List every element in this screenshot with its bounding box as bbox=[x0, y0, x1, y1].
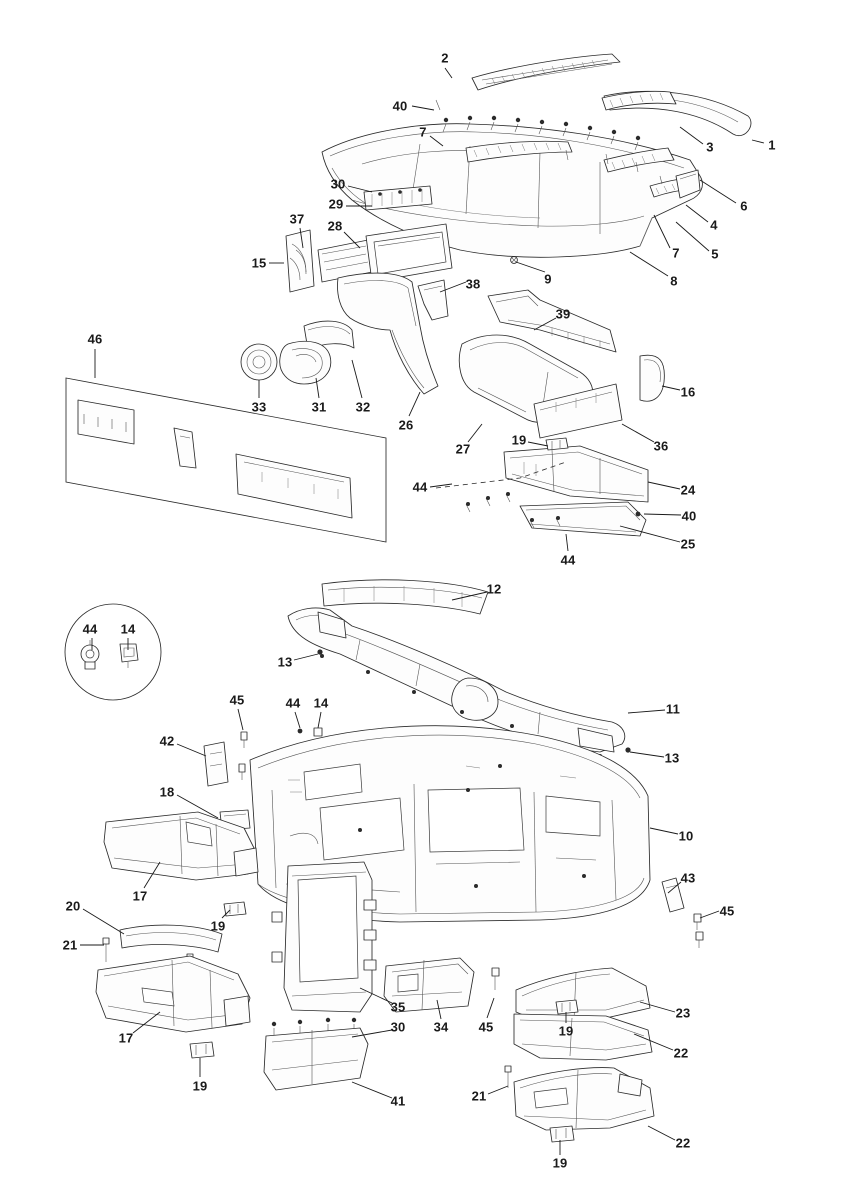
leader-line-26 bbox=[409, 392, 420, 416]
part-13-clip-a bbox=[317, 649, 322, 654]
callout-20: 20 bbox=[65, 898, 81, 914]
callout-42: 42 bbox=[159, 733, 175, 749]
callout-22: 22 bbox=[673, 1045, 689, 1061]
leader-line-36 bbox=[622, 424, 654, 442]
leader-line-14 bbox=[318, 712, 321, 728]
callout-19: 19 bbox=[192, 1078, 208, 1094]
detail-circle-44-14 bbox=[65, 604, 161, 700]
part-19-clip-right-b bbox=[550, 1126, 574, 1142]
leader-line-16 bbox=[662, 386, 680, 390]
callout-17: 17 bbox=[132, 888, 148, 904]
callout-33: 33 bbox=[251, 399, 267, 415]
callout-44: 44 bbox=[285, 695, 301, 711]
part-15-side-vent-bezel bbox=[286, 230, 314, 292]
part-12-heat-shield bbox=[322, 580, 488, 614]
callout-12: 12 bbox=[486, 581, 502, 597]
callout-14: 14 bbox=[313, 695, 329, 711]
leader-line-5 bbox=[676, 222, 709, 251]
leader-line-41 bbox=[352, 1082, 392, 1098]
callout-11: 11 bbox=[665, 701, 681, 717]
leader-line-20 bbox=[83, 909, 124, 934]
leader-line-45 bbox=[487, 998, 494, 1018]
fastener-45-left bbox=[239, 732, 247, 780]
leader-line-22 bbox=[648, 1126, 675, 1140]
callout-29: 29 bbox=[328, 196, 344, 212]
leader-line-45 bbox=[238, 709, 243, 730]
leader-line-1 bbox=[752, 140, 764, 143]
callout-19: 19 bbox=[210, 918, 226, 934]
part-22-knee-bolster-right-upper-body bbox=[514, 1014, 652, 1060]
leader-line-13 bbox=[294, 654, 318, 660]
callout-15: 15 bbox=[251, 255, 267, 271]
callout-31: 31 bbox=[311, 399, 327, 415]
leader-line-45 bbox=[700, 911, 719, 918]
leader-line-44 bbox=[566, 534, 568, 551]
part-42-bracket bbox=[204, 742, 228, 786]
callout-30: 30 bbox=[390, 1019, 406, 1035]
callout-24: 24 bbox=[680, 482, 696, 498]
callout-34: 34 bbox=[433, 1019, 449, 1035]
callout-38: 38 bbox=[465, 276, 481, 292]
callout-44: 44 bbox=[82, 621, 98, 637]
callout-1: 1 bbox=[768, 137, 776, 153]
callout-7: 7 bbox=[672, 245, 680, 261]
callout-19: 19 bbox=[511, 432, 527, 448]
callout-21: 21 bbox=[471, 1088, 487, 1104]
callout-19: 19 bbox=[558, 1023, 574, 1039]
part-16-side-cover bbox=[640, 355, 664, 401]
callout-45: 45 bbox=[229, 692, 245, 708]
callout-45: 45 bbox=[478, 1019, 494, 1035]
fastener-45-center bbox=[492, 968, 499, 990]
leader-line-21 bbox=[488, 1086, 508, 1094]
leader-line-24 bbox=[648, 482, 680, 489]
part-19-clip-left-a bbox=[224, 902, 246, 916]
group-46-panel-set bbox=[66, 378, 386, 542]
callout-14: 14 bbox=[120, 621, 136, 637]
part-17-knee-bolster-lower bbox=[96, 956, 250, 1032]
callout-4: 4 bbox=[710, 217, 718, 233]
part-2-upper-trim-strip bbox=[472, 54, 620, 90]
leader-line-40 bbox=[644, 514, 681, 515]
fastener-44-14-upper bbox=[298, 728, 322, 736]
callout-9: 9 bbox=[544, 271, 552, 287]
part-31-speaker-housing bbox=[280, 341, 331, 384]
callout-43: 43 bbox=[680, 870, 696, 886]
callout-44: 44 bbox=[412, 479, 428, 495]
part-33-speaker bbox=[241, 344, 277, 380]
callout-21: 21 bbox=[62, 937, 78, 953]
callout-13: 13 bbox=[664, 750, 680, 766]
callout-7: 7 bbox=[419, 124, 427, 140]
callout-46: 46 bbox=[87, 331, 103, 347]
leader-line-6 bbox=[700, 180, 736, 203]
part-20-reinforcement-bar bbox=[120, 925, 222, 952]
part-25-glovebox-door bbox=[520, 502, 646, 536]
leader-line-42 bbox=[177, 744, 206, 756]
leader-line-2 bbox=[445, 68, 452, 78]
callout-10: 10 bbox=[678, 828, 694, 844]
callout-45: 45 bbox=[719, 903, 735, 919]
callout-40: 40 bbox=[681, 508, 697, 524]
part-44-grommet bbox=[81, 640, 99, 669]
leader-line-7 bbox=[654, 215, 670, 248]
leader-line-44 bbox=[295, 712, 300, 728]
callout-3: 3 bbox=[706, 139, 714, 155]
callout-17: 17 bbox=[118, 1030, 134, 1046]
callout-8: 8 bbox=[670, 273, 678, 289]
part-13-clip-b bbox=[625, 747, 630, 752]
callout-41: 41 bbox=[390, 1093, 406, 1109]
callout-26: 26 bbox=[398, 417, 414, 433]
part-22-knee-bolster-right-lower bbox=[514, 1068, 654, 1130]
callout-37: 37 bbox=[289, 211, 305, 227]
callout-2: 2 bbox=[441, 50, 449, 66]
part-35-center-stack-bracket bbox=[272, 862, 376, 1012]
leader-line-32 bbox=[352, 360, 362, 398]
callout-16: 16 bbox=[680, 384, 696, 400]
leader-line-40 bbox=[412, 106, 434, 110]
callout-23: 23 bbox=[675, 1005, 691, 1021]
callout-35: 35 bbox=[390, 999, 406, 1015]
callout-30: 30 bbox=[330, 176, 346, 192]
leader-line-3 bbox=[680, 127, 703, 144]
part-24-glovebox-frame bbox=[504, 446, 648, 502]
callout-19: 19 bbox=[552, 1155, 568, 1171]
callout-27: 27 bbox=[455, 441, 471, 457]
part-38-bracket bbox=[418, 280, 448, 320]
leader-line-10 bbox=[650, 828, 678, 834]
callout-13: 13 bbox=[277, 654, 293, 670]
callout-22: 22 bbox=[675, 1135, 691, 1151]
callout-6: 6 bbox=[740, 198, 748, 214]
callout-32: 32 bbox=[355, 399, 371, 415]
part-14-clip bbox=[120, 644, 138, 668]
leader-line-8 bbox=[630, 252, 668, 276]
callout-25: 25 bbox=[680, 536, 696, 552]
callout-18: 18 bbox=[159, 784, 175, 800]
part-19-retainer-clip-glovebox bbox=[546, 438, 568, 450]
leader-line-19 bbox=[528, 442, 548, 446]
leader-line-4 bbox=[686, 205, 708, 222]
part-19-clip-right-a bbox=[556, 1000, 578, 1014]
callout-36: 36 bbox=[653, 438, 669, 454]
callout-44: 44 bbox=[560, 552, 576, 568]
part-19-clip-left-b bbox=[190, 1042, 214, 1058]
leader-line-27 bbox=[468, 424, 482, 442]
leader-line-9 bbox=[516, 262, 545, 272]
callout-5: 5 bbox=[711, 246, 719, 262]
callout-40: 40 bbox=[392, 98, 408, 114]
callout-28: 28 bbox=[327, 218, 343, 234]
callout-39: 39 bbox=[555, 306, 571, 322]
fastener-45-right bbox=[694, 914, 703, 948]
leader-line-13 bbox=[630, 752, 664, 757]
leader-line-11 bbox=[628, 710, 665, 713]
